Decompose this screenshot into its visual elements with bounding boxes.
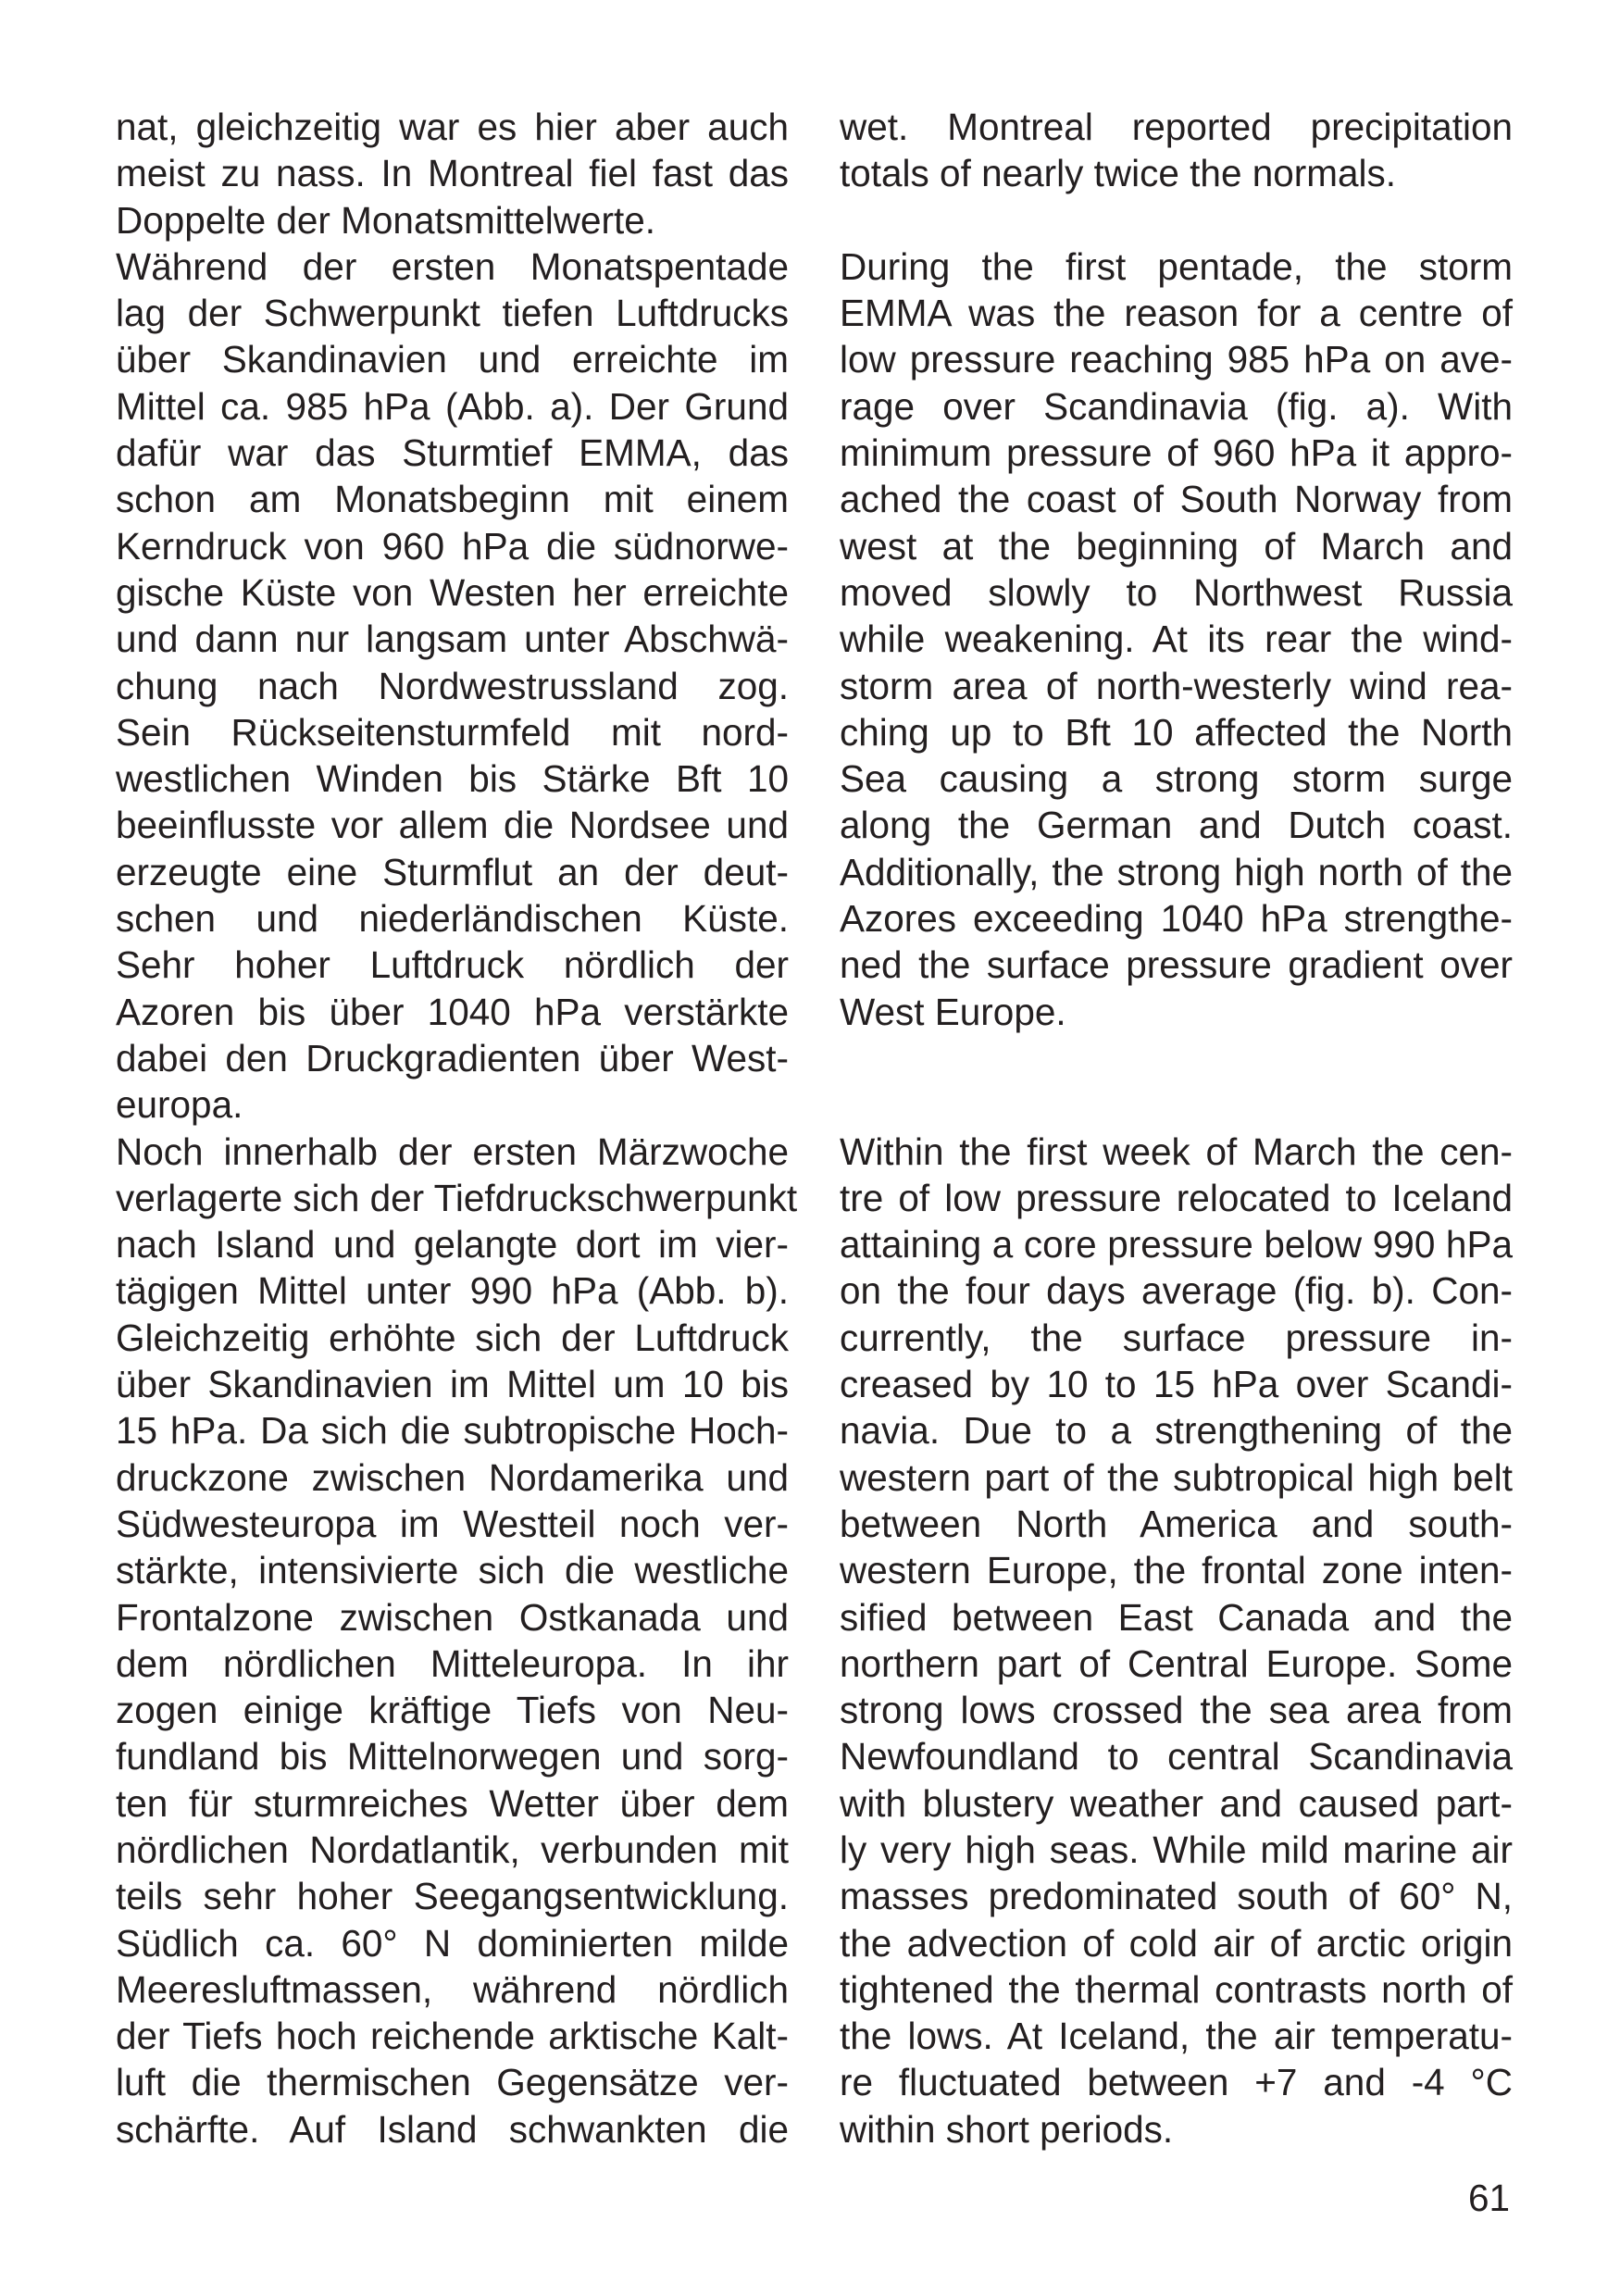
- text-line: Noch innerhalb der ersten Märzwoche: [116, 1129, 789, 1173]
- text-line: ached the coast of South Norway from: [840, 478, 1513, 521]
- text-line: dafür war das Sturmtief EMMA, das: [116, 431, 789, 475]
- text-line: creased by 10 to 15 hPa over Scandi-: [840, 1363, 1513, 1406]
- text-line: ned the surface pressure gradient over: [840, 943, 1513, 987]
- text-line: within short periods.: [840, 2107, 1174, 2151]
- text-line: über Skandinavien und erreichte im: [116, 338, 789, 381]
- text-line: moved slowly to Northwest Russia: [840, 570, 1513, 614]
- text-line: beeinflusste vor allem die Nordsee und: [116, 804, 789, 847]
- text-line: sified between East Canada and the: [840, 1595, 1513, 1639]
- text-line: tightened the thermal contrasts north of: [840, 1967, 1513, 2011]
- text-line: Kerndruck von 960 hPa die südnorwe-: [116, 524, 789, 568]
- german-paragraph-2: [116, 243, 789, 1129]
- text-line: Sea causing a strong storm surge: [840, 757, 1513, 801]
- text-line: masses predominated south of 60° N,: [840, 1875, 1513, 1918]
- text-line: ly very high seas. While mild marine air: [840, 1828, 1513, 1871]
- text-line: meist zu nass. In Montreal fiel fast das: [116, 152, 789, 195]
- text-line: Additionally, the strong high north of the: [840, 850, 1513, 893]
- text-line: Sehr hoher Luftdruck nördlich der: [116, 943, 789, 987]
- text-line: teils sehr hoher Seegangsentwicklung.: [116, 1875, 789, 1918]
- text-line: westlichen Winden bis Stärke Bft 10: [116, 757, 789, 801]
- text-line: the lows. At Iceland, the air temperatu-: [840, 2015, 1513, 2058]
- text-line: zogen einige kräftige Tiefs von Neu-: [116, 1689, 789, 1732]
- text-line: wet. Montreal reported precipitation: [840, 106, 1513, 148]
- text-line: lag der Schwerpunkt tiefen Luftdrucks: [116, 292, 789, 335]
- text-line: Während der ersten Monatspentade: [116, 244, 789, 288]
- text-line: Within the first week of March the cen-: [840, 1129, 1513, 1173]
- text-line: über Skandinavien im Mittel um 10 bis: [116, 1363, 789, 1406]
- text-line: ching up to Bft 10 affected the North: [840, 710, 1513, 754]
- text-line: gische Küste von Westen her erreichte: [116, 570, 789, 614]
- english-paragraph-3: [840, 1129, 1513, 2153]
- paragraph-spacer: [840, 1035, 1513, 1129]
- text-line: verlagerte sich der Tiefdruckschwerpunkt: [116, 1176, 798, 1219]
- text-line: while weakening. At its rear the wind-: [840, 618, 1513, 661]
- text-line: re fluctuated between +7 and -4 °C: [840, 2061, 1513, 2104]
- text-line: der Tiefs hoch reichende arktische Kalt-: [116, 2015, 789, 2058]
- text-line: totals of nearly twice the normals.: [840, 152, 1397, 195]
- german-paragraph-3: [116, 1129, 798, 2153]
- text-line: ten für sturmreiches Wetter über dem: [116, 1781, 789, 1825]
- text-line: EMMA was the reason for a centre of: [840, 292, 1513, 335]
- english-paragraph-1: [840, 104, 1513, 197]
- text-line: 15 hPa. Da sich die subtropische Hoch-: [116, 1409, 789, 1453]
- text-line: druckzone zwischen Nordamerika und: [116, 1455, 789, 1499]
- text-line: Sein Rückseitensturmfeld mit nord-: [116, 710, 789, 754]
- text-line: rage over Scandinavia (fig. a). With: [840, 384, 1513, 428]
- text-line: schärfte. Auf Island schwankten die: [116, 2107, 789, 2151]
- page-number: 61: [1467, 2177, 1510, 2219]
- text-line: schon am Monatsbeginn mit einem: [116, 478, 789, 521]
- text-line: storm area of north-westerly wind rea-: [840, 664, 1513, 707]
- german-column: [116, 104, 798, 2152]
- text-line: tägigen Mittel unter 990 hPa (Abb. b).: [116, 1269, 789, 1313]
- text-line: Doppelte der Monatsmittelwerte.: [116, 198, 656, 242]
- text-line: northern part of Central Europe. Some: [840, 1641, 1513, 1685]
- text-line: stärkte, intensivierte sich die westliche: [116, 1549, 789, 1592]
- text-line: with blustery weather and caused part-: [840, 1781, 1513, 1825]
- text-line: erzeugte eine Sturmflut an der deut-: [116, 850, 789, 893]
- text-line: Südlich ca. 60° N dominierten milde: [116, 1921, 789, 1965]
- text-line: attaining a core pressure below 990 hPa: [840, 1223, 1513, 1267]
- paragraph-spacer: [840, 197, 1513, 243]
- text-line: strong lows crossed the sea area from: [840, 1689, 1513, 1732]
- text-line: During the first pentade, the storm: [840, 244, 1513, 288]
- text-line: tre of low pressure relocated to Iceland: [840, 1176, 1513, 1219]
- text-line: dabei den Druckgradienten über West-: [116, 1036, 789, 1079]
- text-line: Azores exceeding 1040 hPa strengthe-: [840, 897, 1513, 941]
- text-line: western part of the subtropical high belt: [840, 1455, 1513, 1499]
- german-paragraph-1: [116, 104, 789, 243]
- text-line: luft die thermischen Gegensätze ver-: [116, 2061, 789, 2104]
- text-line: europa.: [116, 1083, 243, 1127]
- text-line: nördlichen Nordatlantik, verbunden mit: [116, 1828, 789, 1871]
- text-line: Frontalzone zwischen Ostkanada und: [116, 1595, 789, 1639]
- english-paragraph-2: [840, 243, 1513, 1035]
- text-line: West Europe.: [840, 990, 1066, 1033]
- text-line: Gleichzeitig erhöhte sich der Luftdruck: [116, 1316, 789, 1359]
- text-line: currently, the surface pressure in-: [840, 1316, 1513, 1359]
- english-column: [840, 104, 1513, 2152]
- text-line: the advection of cold air of arctic origin: [840, 1921, 1513, 1965]
- text-line: low pressure reaching 985 hPa on ave-: [840, 338, 1513, 381]
- text-line: western Europe, the frontal zone inten-: [840, 1549, 1513, 1592]
- text-line: west at the beginning of March and: [840, 524, 1513, 568]
- text-line: chung nach Nordwestrussland zog.: [116, 664, 789, 707]
- text-line: nach Island und gelangte dort im vier-: [116, 1223, 789, 1267]
- text-line: Newfoundland to central Scandinavia: [840, 1735, 1513, 1778]
- text-line: Azoren bis über 1040 hPa verstärkte: [116, 990, 789, 1033]
- text-line: minimum pressure of 960 hPa it appro-: [840, 431, 1513, 475]
- text-line: on the four days average (fig. b). Con-: [840, 1269, 1513, 1313]
- text-line: fundland bis Mittelnorwegen und sorg-: [116, 1735, 789, 1778]
- text-line: along the German and Dutch coast.: [840, 804, 1513, 847]
- text-line: schen und niederländischen Küste.: [116, 897, 789, 941]
- text-line: between North America and south-: [840, 1502, 1513, 1545]
- text-line: dem nördlichen Mitteleuropa. In ihr: [116, 1641, 789, 1685]
- text-line: Meeresluftmassen, während nördlich: [116, 1967, 789, 2011]
- text-line: Südwesteuropa im Westteil noch ver-: [116, 1502, 789, 1545]
- text-line: navia. Due to a strengthening of the: [840, 1409, 1513, 1453]
- text-line: und dann nur langsam unter Abschwä-: [116, 618, 789, 661]
- text-line: nat, gleichzeitig war es hier aber auch: [116, 106, 789, 148]
- text-line: Mittel ca. 985 hPa (Abb. a). Der Grund: [116, 384, 789, 428]
